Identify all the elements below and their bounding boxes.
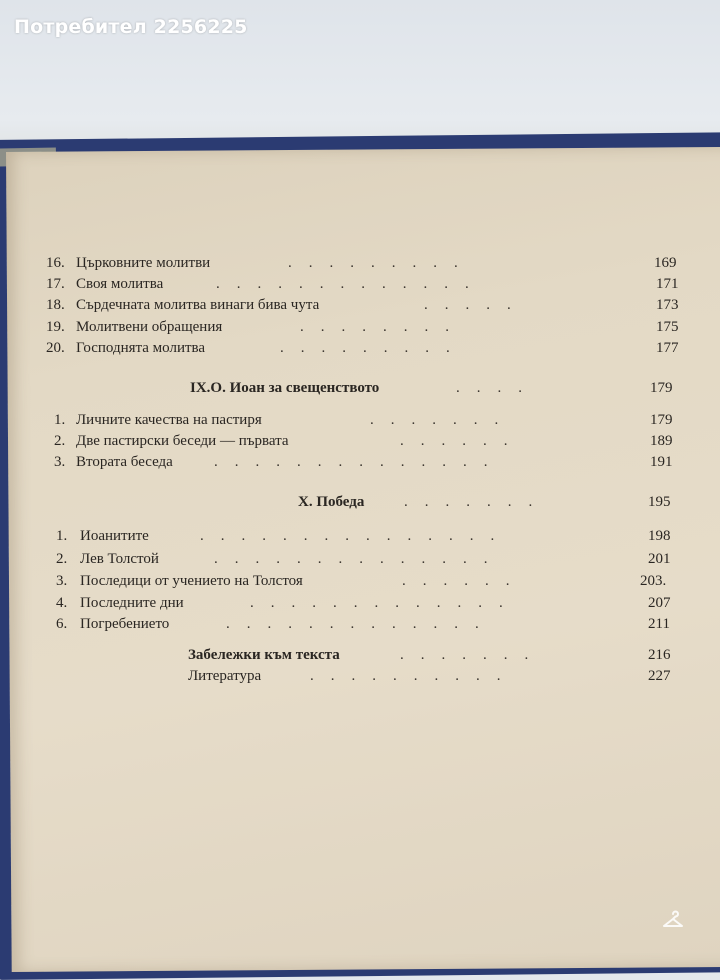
entry-title: Молитвени обращения: [76, 319, 223, 335]
entry-page: 201: [648, 551, 671, 567]
entry-number: 18.: [46, 297, 65, 313]
dot-leader: .............: [226, 616, 496, 632]
entry-page: 179: [650, 412, 673, 428]
entry-title: Втората беседа: [76, 454, 173, 470]
entry-number: 3.: [56, 573, 68, 589]
entry-number: 16.: [46, 255, 65, 271]
notes-title: Забележки към текста: [188, 647, 340, 663]
entry-number: 6.: [56, 616, 68, 632]
notes-page: 216: [648, 647, 671, 663]
user-watermark: Потребител 2256225: [14, 16, 248, 38]
entry-title: Последните дни: [80, 595, 184, 611]
dot-leader: .......: [370, 412, 516, 428]
dot-leader: ......: [402, 573, 527, 589]
entry-number: 2.: [56, 551, 68, 567]
entry-title: Иоанитите: [80, 528, 149, 544]
section-page: 195: [648, 494, 671, 510]
entry-page: 173: [656, 297, 679, 313]
entry-page: 211: [648, 616, 670, 632]
section-title: X. Победа: [298, 494, 365, 510]
entry-number: 2.: [54, 433, 66, 449]
entry-title: Лев Толстой: [80, 551, 159, 567]
entry-number: 17.: [46, 276, 65, 292]
literature-title: Литература: [188, 668, 262, 684]
entry-number: 1.: [56, 528, 68, 544]
dot-leader: ..........: [310, 668, 518, 684]
dot-leader: ......: [400, 433, 525, 449]
dot-leader: .........: [288, 255, 475, 271]
entry-title: Две пастирски беседи — първата: [76, 433, 289, 449]
entry-title: Своя молитва: [76, 276, 164, 292]
entry-page: 175: [656, 319, 679, 335]
dot-leader: .......: [400, 647, 546, 663]
dot-leader: ....: [456, 380, 539, 396]
section-title: IX.O. Иоан за свещенството: [190, 380, 380, 396]
dot-leader: .........: [280, 340, 467, 356]
entry-title: Църковните молитви: [76, 255, 211, 271]
entry-title: Последици от учението на Толстоя: [80, 573, 303, 589]
dot-leader: ..............: [214, 551, 505, 567]
dot-leader: .............: [250, 595, 520, 611]
entry-title: Погребението: [80, 616, 170, 632]
dot-leader: .....: [424, 297, 528, 313]
entry-page: 171: [656, 276, 679, 292]
entry-number: 1.: [54, 412, 66, 428]
entry-title: Личните качества на пастиря: [76, 412, 262, 428]
dot-leader: .............: [216, 276, 486, 292]
entry-number: 4.: [56, 595, 68, 611]
dot-leader: ........: [300, 319, 466, 335]
hanger-icon: [662, 910, 684, 932]
section-page: 179: [650, 380, 673, 396]
dot-leader: ...............: [200, 528, 512, 544]
entry-page: 203.: [640, 573, 667, 589]
dot-leader: .......: [404, 494, 550, 510]
entry-number: 20.: [46, 340, 65, 356]
entry-page: 177: [656, 340, 679, 356]
entry-page: 207: [648, 595, 671, 611]
entry-number: 3.: [54, 454, 66, 470]
dot-leader: ..............: [214, 454, 505, 470]
literature-page: 227: [648, 668, 671, 684]
entry-page: 169: [654, 255, 677, 271]
entry-page: 198: [648, 528, 671, 544]
entry-page: 189: [650, 433, 673, 449]
entry-title: Господнята молитва: [76, 340, 206, 356]
entry-number: 19.: [46, 319, 65, 335]
entry-title: Сърдечната молитва винаги бива чута: [76, 297, 320, 313]
bazar-logo: [632, 912, 712, 948]
entry-page: 191: [650, 454, 673, 470]
